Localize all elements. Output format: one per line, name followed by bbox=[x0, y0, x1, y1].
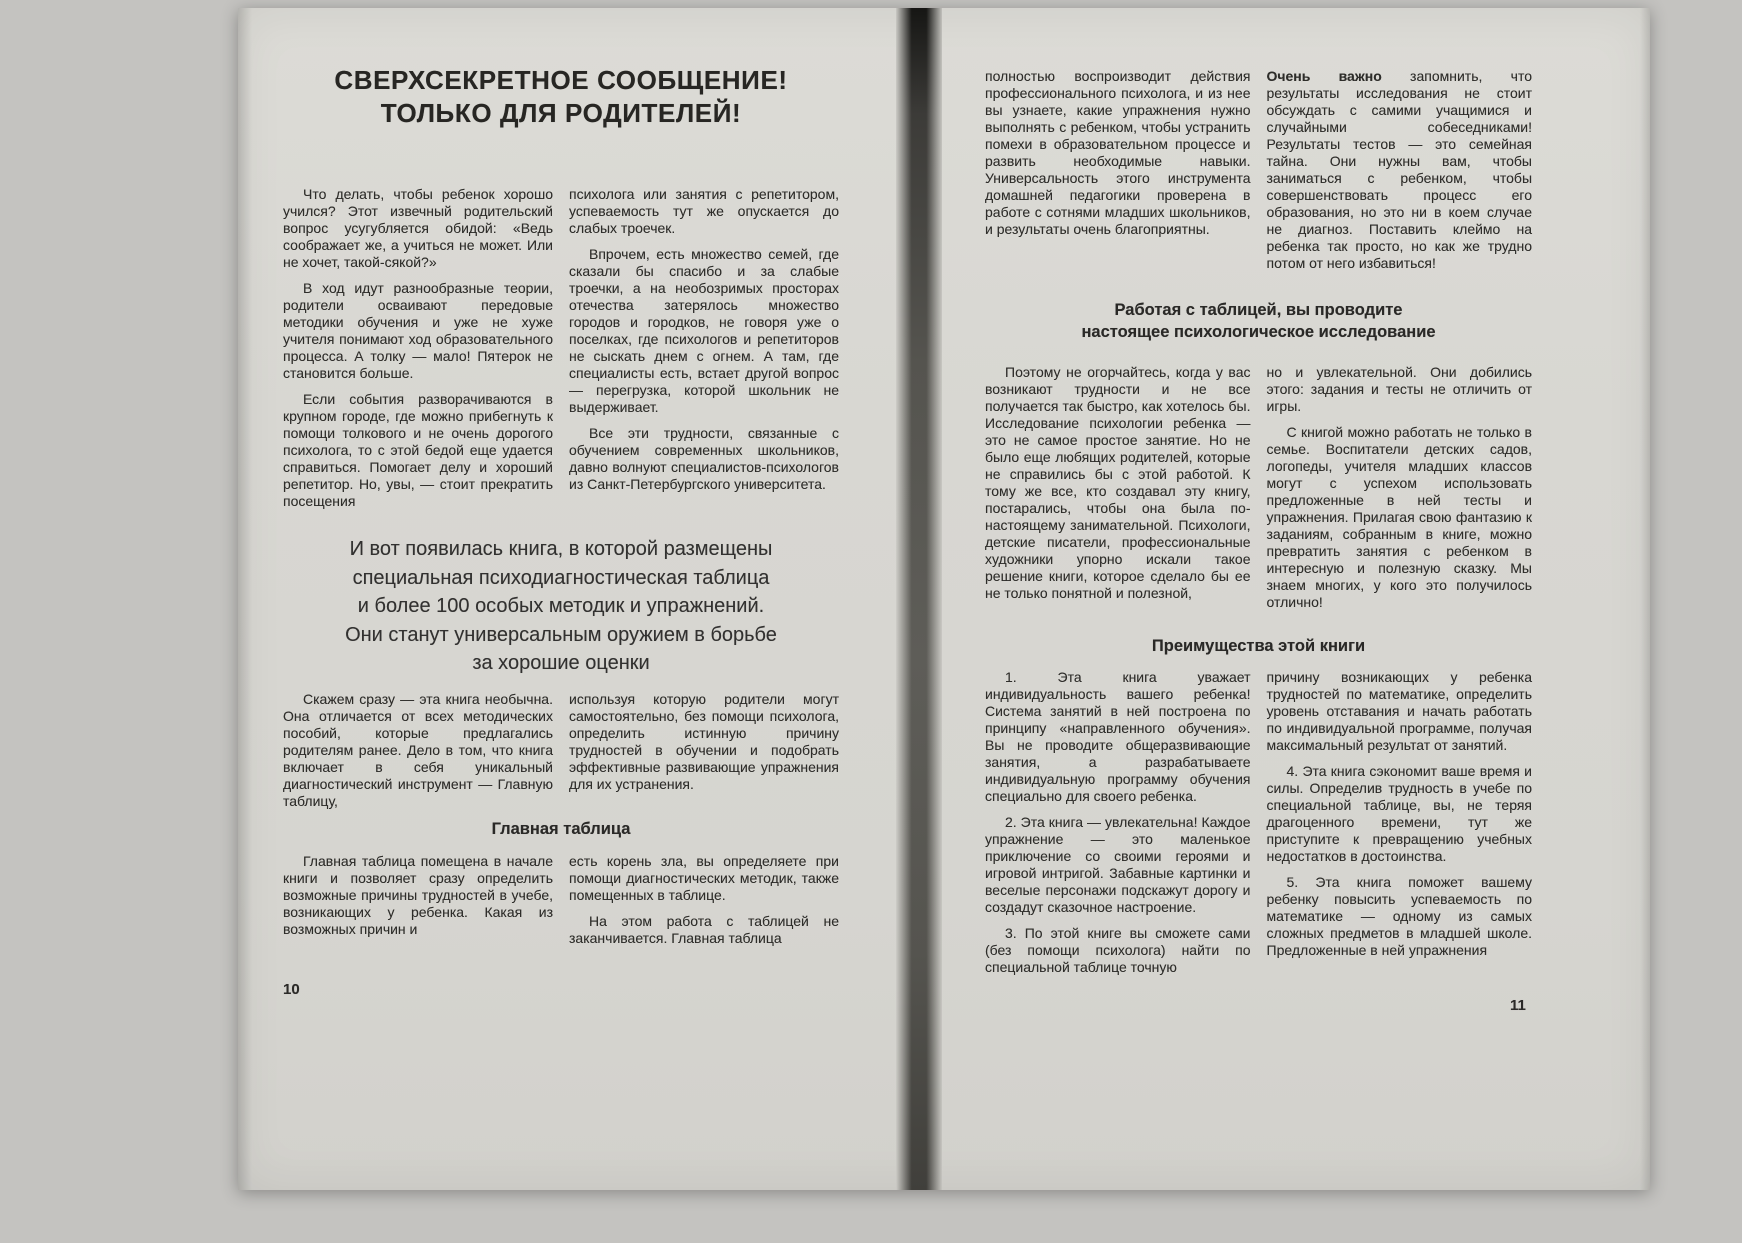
paragraph: Все эти трудности, связанные с обучением современных школьников, давно волнуют специалистов-психологов из Санкт-Петербургского университета. bbox=[569, 425, 839, 492]
paragraph: 5. Эта книга поможет вашему ребенку повысить успеваемость по математике — одному из самых сложных предметов в младшей школе. Предложенные в ней упражнения bbox=[1266, 874, 1532, 958]
top-section bbox=[985, 68, 1532, 281]
title-line-2: ТОЛЬКО ДЛЯ РОДИТЕЛЕЙ! bbox=[380, 98, 742, 128]
advantages-section bbox=[985, 669, 1532, 985]
top-column-1 bbox=[985, 68, 1251, 281]
advantages-heading: Преимущества этой книги bbox=[1151, 637, 1366, 655]
right-page bbox=[238, 8, 1650, 1190]
heading-line-1: Работая с таблицей, вы проводите bbox=[1114, 301, 1403, 319]
paragraph: Что делать, чтобы ребенок хорошо учился? Этот извечный родительский вопрос усугубляется обидой: «Ведь соображает же, а учиться не может. Или не хочет, такой-сякой?» bbox=[283, 186, 553, 270]
advantages-column-1 bbox=[985, 669, 1251, 985]
paragraph: 1. Эта книга уважает индивидуальность вашего ребенка! Система занятий в ней построена по принципу «направленного обучения». Вы не проводите общеразвивающие занятия, а разрабатываете индивидуальную программу обучения специально для своего ребенка. bbox=[985, 669, 1251, 804]
paragraph: причину возникающих у ребенка трудностей по математике, определить уровень отставания и начать работать по индивидуальной программе, получая максимальный результат от занятий. bbox=[1266, 669, 1532, 753]
research-column-2 bbox=[1267, 364, 1533, 620]
page-number-left: 10 bbox=[283, 981, 300, 998]
paragraph bbox=[1267, 68, 1533, 272]
paragraph: Главная таблица помещена в начале книги и позволяет сразу определить возможные причины трудностей в учебе, возникающих у ребенка. Какая из возможных причин и bbox=[283, 853, 553, 937]
paragraph: На этом работа с таблицей не заканчивается. Главная таблица bbox=[569, 913, 839, 946]
advantages-column-2 bbox=[1267, 669, 1533, 985]
research-column-1 bbox=[985, 364, 1251, 620]
top-column-2 bbox=[1267, 68, 1533, 281]
paragraph: но и увлекательной. Они добились этого: задания и тесты не отличить от игры. bbox=[1266, 364, 1532, 414]
paragraph: полностью воспроизводит действия профессионального психолога, и из нее вы узнаете, какие упражнения нужно выполнять с ребенком, чтобы устранить помехи в образовательном процессе и развить необходимые навыки. Универсальность этого инструмента домашней педагогики проверена в работе с сотнями младших школьников, и результаты очень благоприятны. bbox=[985, 68, 1251, 237]
paragraph: В ход идут разнообразные теории, родители осваивают передовые методики обучения и уже не хуже учителя понимают ход образовательного процесса. А толку — мало! Пятерок не становится больше. bbox=[283, 280, 553, 381]
main-table-heading: Главная таблица bbox=[491, 820, 631, 838]
paragraph: С книгой можно работать не только в семье. Воспитатели детских садов, логопеды, учителя младших классов могут с успехом использовать предложенные в ней тесты и упражнения. Прилагая свою фантазию к заданиям, собранным в книге, можно превратить занятия с ребенком в интересную и полезную сказку. Мы знаем многих, у кого это получилось отлично! bbox=[1266, 424, 1532, 610]
paragraph: есть корень зла, вы определяете при помощи диагностических методик, также помещенных в таблице. bbox=[569, 853, 839, 903]
lead-line: Они станут универсальным оружием в борьбе bbox=[345, 623, 777, 646]
lead-line: за хорошие оценки bbox=[472, 652, 650, 674]
paragraph-text: запомнить, что результаты исследования не стоит обсуждать с самими учащимися и случайными собеседниками! Результаты тестов — это семейная тайна. Они нужны вам, чтобы заниматься с ребенком, чтобы совершенствовать процесс его образования, но это ни в коем случае не диагноз. Поставить клеймо на ребенка так просто, но как же трудно потом от него избавиться! bbox=[1266, 68, 1532, 271]
paragraph: 2. Эта книга — увлекательна! Каждое упражнение — это маленькое приключение со своими героями и игровой интригой. Забавные картинки и веселые персонажи подскажут дорогу и создадут сказочное настроение. bbox=[985, 814, 1251, 915]
book-spread bbox=[238, 8, 1650, 1190]
paragraph: психолога или занятия с репетитором, успеваемость тут же опускается до слабых троечек. bbox=[569, 186, 839, 236]
research-heading bbox=[985, 299, 1532, 343]
paragraph: 3. По этой книге вы сможете сами (без помощи психолога) найти по специальной таблице точную bbox=[985, 925, 1251, 975]
page-number-right: 11 bbox=[1510, 997, 1526, 1014]
research-section bbox=[985, 364, 1532, 620]
lead-line: и более 100 особых методик и упражнений. bbox=[357, 595, 765, 617]
heading-line-2: настоящее психологическое исследование bbox=[1081, 323, 1436, 341]
lead-line: специальная психодиагностическая таблица bbox=[352, 566, 770, 589]
title-line-1: СВЕРХСЕКРЕТНОЕ СООБЩЕНИЕ! bbox=[334, 65, 788, 95]
paragraph: Впрочем, есть множество семей, где сказали бы спасибо и за слабые троечки, а на необозримых просторах отечества затерялось множество городов и городков, не говоря уже о поселках, где психологов и репетиторов не сыскать днем с огнем. А там, где специалисты есть, встает другой вопрос — перегрузка, которой школьник не выдерживает. bbox=[569, 246, 839, 415]
paragraph: Поэтому не огорчайтесь, когда у вас возникают трудности и не все получается так быстро, как хотелось бы. Исследование психологии ребенка — это не самое простое занятие. Но не было еще любящих родителей, которые не справились бы с этой работой. К тому же все, кто создавал эту книгу, постарались, чтобы она была по-настоящему занимательной. Психологи, детские писатели, профессиональные художники упорно искали такое решение книги, которое сделало бы ее не только понятной и полезной, bbox=[985, 364, 1251, 601]
paragraph: Скажем сразу — эта книга необычна. Она отличается от всех методических пособий, которые предлагались родителям ранее. Дело в том, что книга включает в себя уникальный диагностический инструмент — Главную таблицу, bbox=[283, 691, 553, 809]
paragraph: Если события разворачиваются в крупном городе, где можно прибегнуть к помощи толкового и не очень дорогого психолога, то с этой бедой еще удается справиться. Помогает делу и хороший репетитор. Но, увы, — стоит прекратить посещения bbox=[283, 391, 553, 509]
bold-lead-in: Очень важно bbox=[1266, 68, 1382, 84]
paragraph: используя которую родители могут самостоятельно, без помощи психолога, определить истинную причину трудностей в обучении и подобрать эффективные развивающие упражнения для их устранения. bbox=[569, 691, 839, 792]
paragraph: 4. Эта книга сэкономит ваше время и силы. Определив трудность в учебе по специальной таблице, вы, не теряя драгоценного времени, тут же приступите к превращению учебных недостатков в достоинства. bbox=[1266, 763, 1532, 864]
lead-line: И вот появилась книга, в которой размещены bbox=[349, 538, 773, 560]
